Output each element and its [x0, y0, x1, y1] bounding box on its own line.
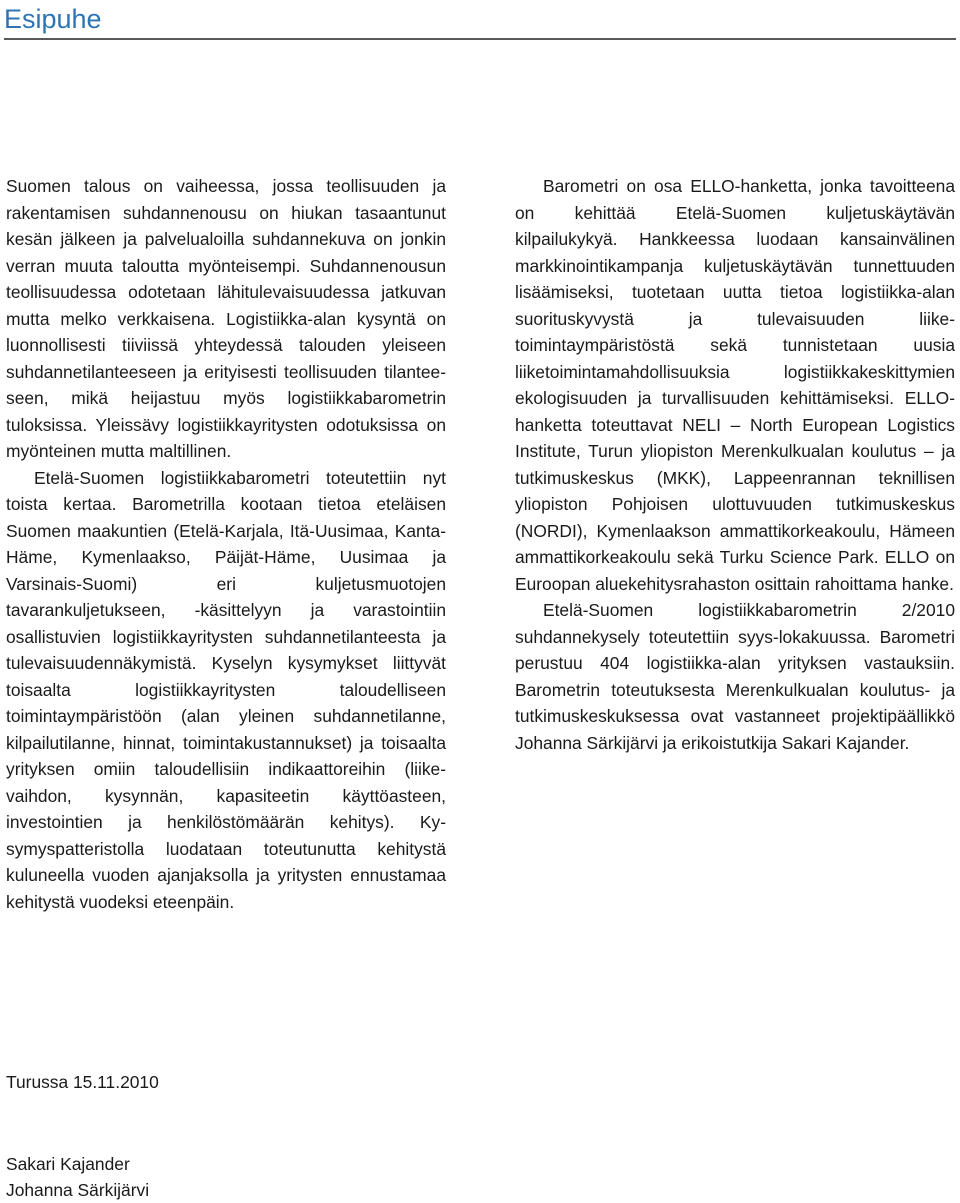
right-column [515, 173, 955, 756]
paragraph-barometer: Etelä-Suomen logistiikkabarometri toteutettiin nyt toista kertaa. Barometrilla kootaan tietoa eteläisen Suomen maakuntien (Etelä-Karjala, Itä-Uusimaa, Kanta-Häme, Kymenlaakso, Päijät-Häme, Uusimaa ja Varsinais-Suomi) eri kuljetusmuotojen tavarankuljetukseen, -käsittelyyn ja varastointiin osallistuvien logistiikkayritysten suhdannetilanteesta ja tulevaisuudennäkymistä. Kyselyn kysymykset liittyvät toisaalta logistiikkayritysten taloudelliseen toimintaympäristöön (alan yleinen suhdannetilanne, kilpailutilanne, hinnat, toimintakustannukset) ja toisaalta yrityksen omiin taloudellisiin indikaattoreihin (liikevaihdon, kysynnän, kapasiteetin käyttöasteen, investointien ja henkilöstömäärän kehitys). Kysymyspatteristolla luodataan toteutunutta kehitystä kuluneella vuoden ajanjaksolla ja yritysten ennustamaa kehitystä vuodeksi eteenpäin. [6, 467, 446, 912]
paragraph-survey: Etelä-Suomen logistiikkabarometrin 2/2010 suhdannekysely toteutettiin syys-lokakuussa. Barometri perustuu 404 logistiikka-alan yrityksen vastauksiin. Barometrin toteutuksesta Merenkulkualan koulutus- ja tutkimuskeskuksessa ovat vastanneet projektipäällikkö Johanna Särkijärvi ja erikoistutkija Sakari Kajander. [515, 600, 955, 753]
page-title: Esipuhe [4, 4, 102, 34]
place-date: Turussa 15.11.2010 [6, 1072, 159, 1092]
paragraph-economy: Suomen talous on vaiheessa, jossa teollisuuden ja rakentamisen suhdannenousu on hiukan tasaantunut kesän jälkeen ja palvelualoilla suhdannekuva on jonkin verran muuta taloutta myönteisempi. Suhdannenousun teollisuudessa odotetaan lähitulevaisuudessa jatkuvan mutta melko verkkaisena. Logistiikka-alan kysyntä on luonnollisesti tiiviissä yhteydessä talouden yleiseen suhdannetilanteeseen ja erityisesti teollisuuden tilanteeseen, mikä heijastuu myös logistiikkabarometrin tuloksissa. Yleissävy logistiikkayritysten odotuksissa on myönteinen mutta maltillinen. [6, 176, 446, 461]
left-column [6, 173, 446, 915]
signatures [6, 1151, 149, 1203]
signature-name: Johanna Särkijärvi [6, 1180, 150, 1200]
title-underline [4, 38, 956, 40]
signature-name: Sakari Kajander [6, 1154, 130, 1174]
paragraph-ello-project: Barometri on osa ELLO-hanketta, jonka tavoitteena on kehittää Etelä-Suomen kuljetuskäytävän kilpailukykyä. Hankkeessa luodaan kansainvälinen markkinointikampanja kuljetuskäytävän tunnettuuden lisäämiseksi, tuotetaan uutta tietoa logistiikka-alan suorituskyvystä ja tulevaisuuden liiketoimintaympäristöstä sekä tunnistetaan uusia liiketoimintamahdollisuuksia logistiikkakeskittymien ekologisuuden ja turvallisuuden kehittämiseksi. ELLO-hanketta toteuttavat NELI – North European Logistics Institute, Turun yliopiston Merenkulkualan koulutus – ja tutkimuskeskus (MKK), Lappeenrannan teknillisen yliopiston Pohjoisen ulottuvuuden tutkimuskeskus (NORDI), Kymenlaakson ammattikorkeakoulu, Hämeen ammattikorkeakoulu sekä Turku Science Park. ELLO on Euroopan aluekehitysrahaston osittain rahoittama hanke. [515, 176, 955, 594]
